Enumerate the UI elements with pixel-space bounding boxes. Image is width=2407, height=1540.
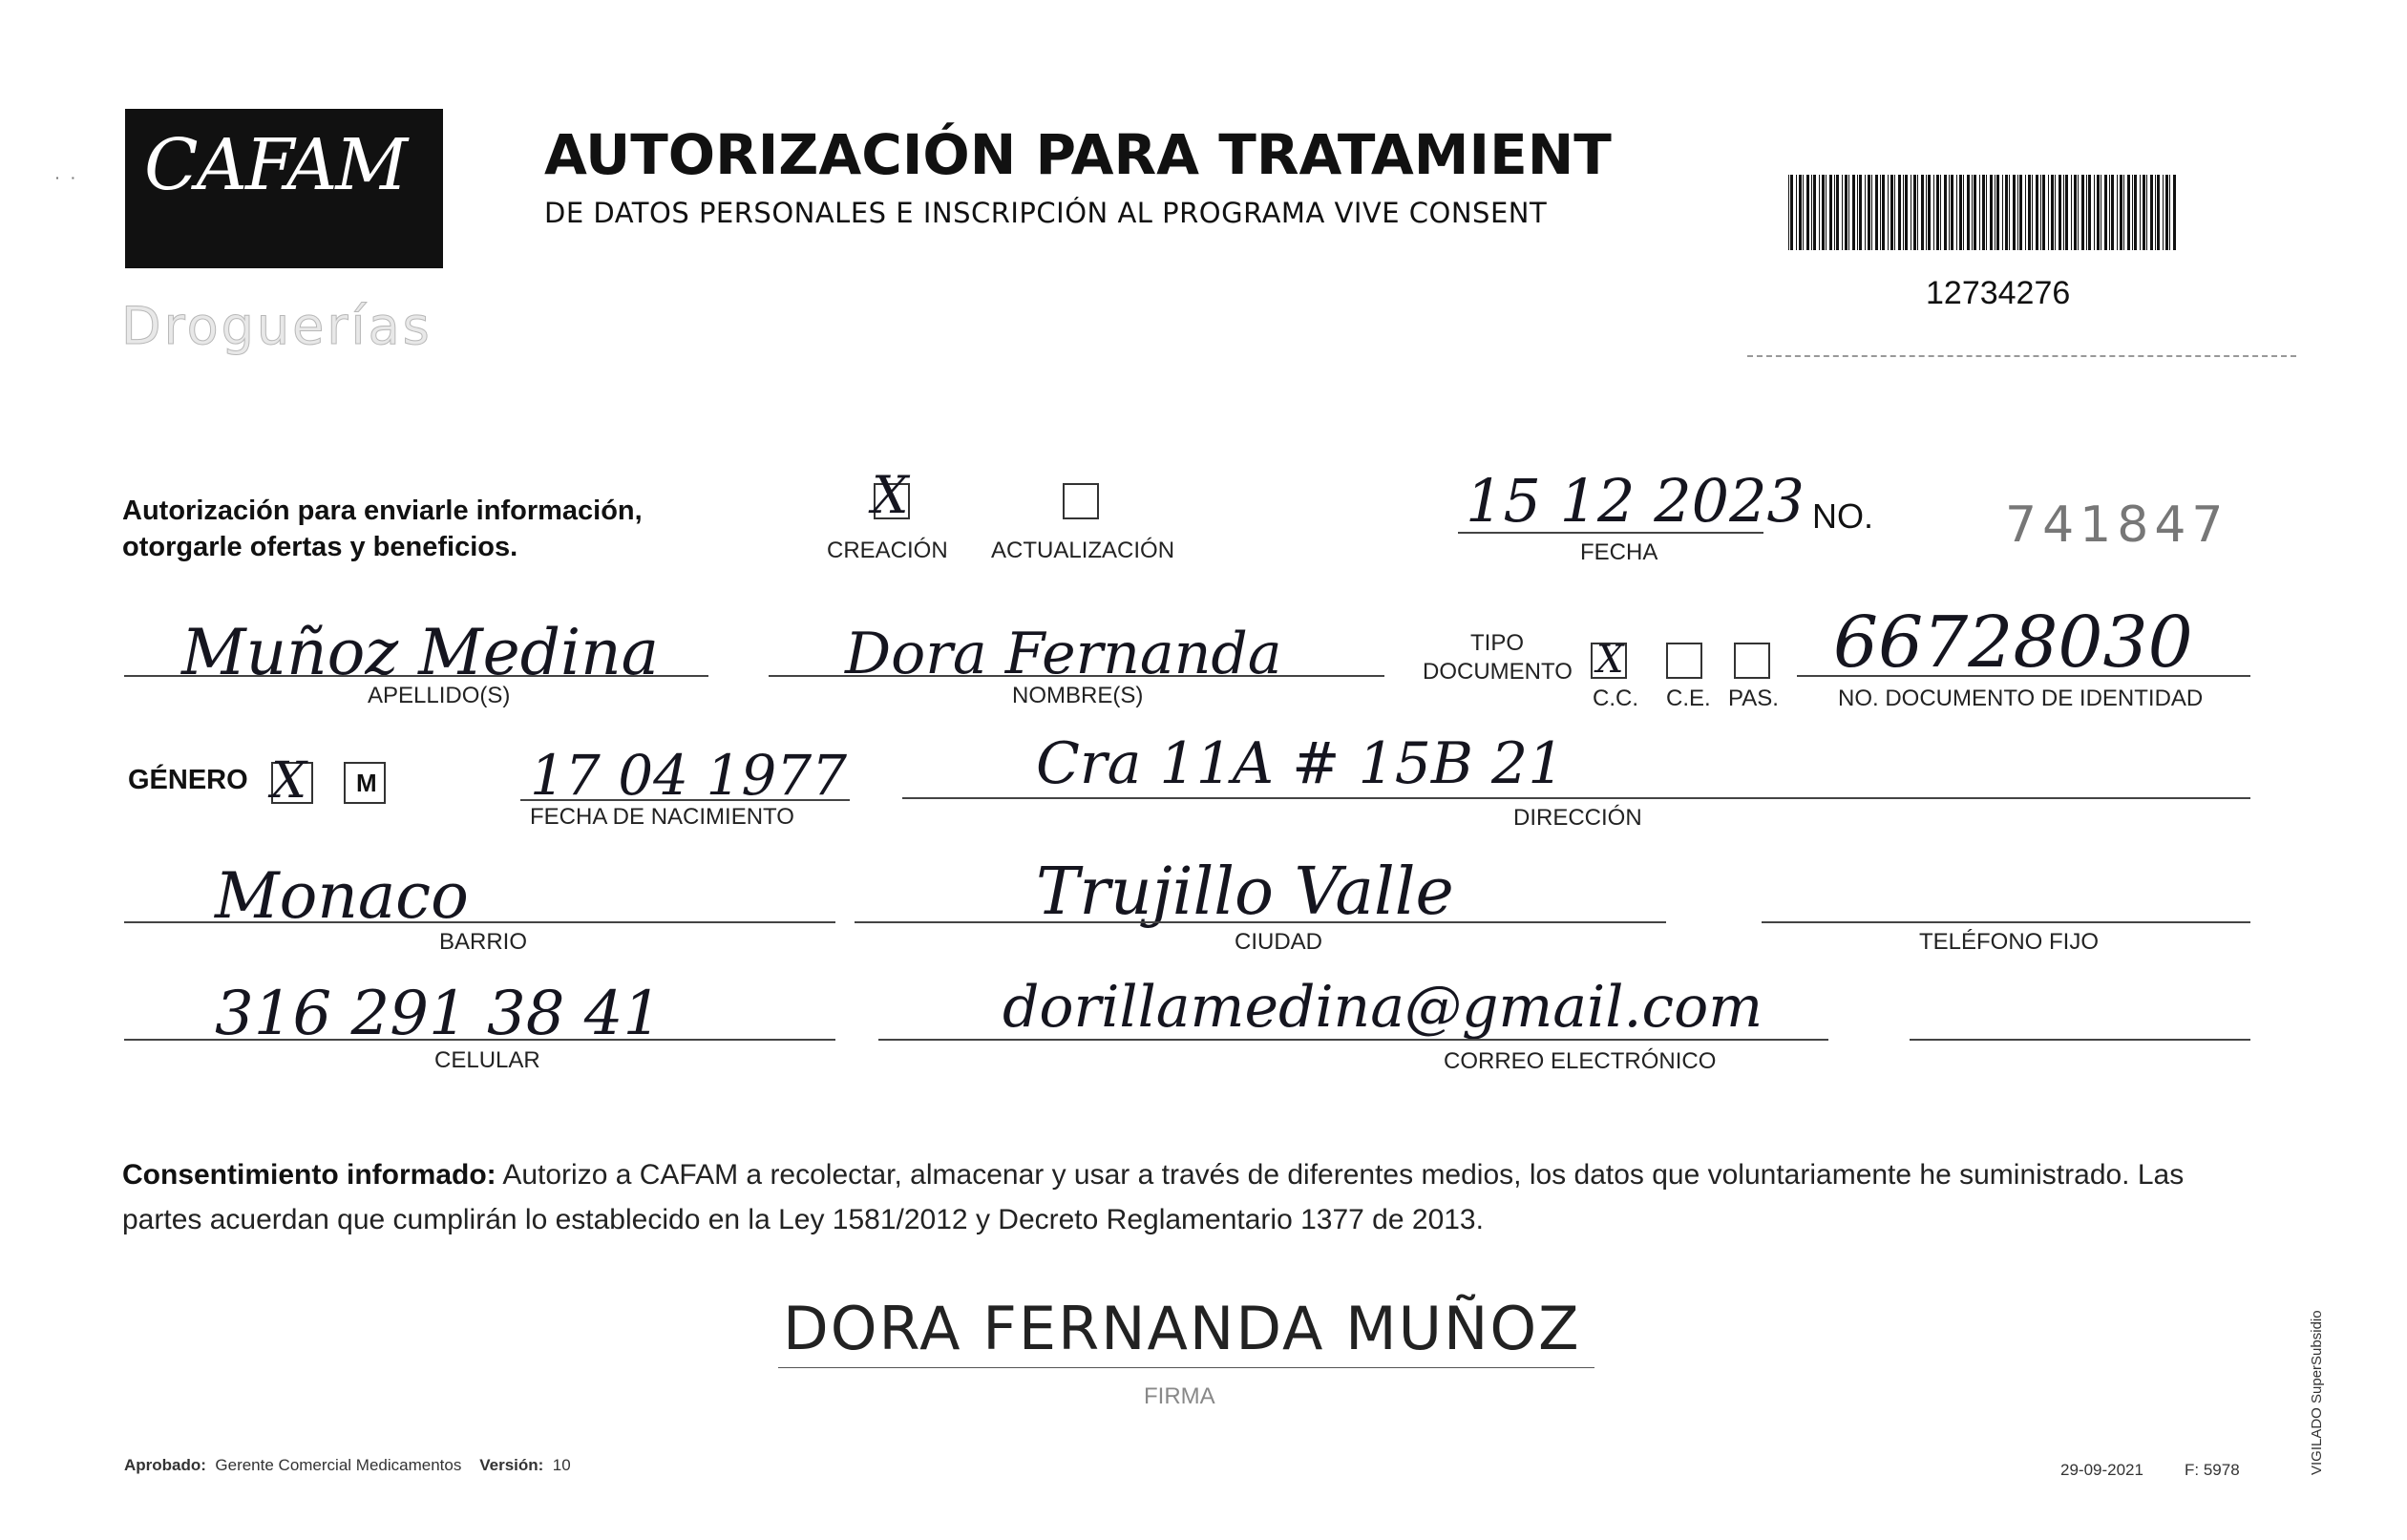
barcode-bar	[1799, 175, 1802, 250]
barcode-bar	[2094, 175, 2095, 250]
barcode-bar	[1813, 175, 1816, 250]
gender-label: GÉNERO	[128, 765, 248, 795]
barcode-bar	[1871, 175, 1872, 250]
names-line	[769, 675, 1384, 677]
barcode-bar	[2036, 175, 2038, 250]
doc-type-label-1: TIPO	[1470, 630, 1525, 656]
barcode-bar	[2059, 175, 2061, 250]
barcode-bar	[1822, 175, 1825, 250]
address-value[interactable]: Cra 11A # 15B 21	[1036, 730, 1565, 797]
footer-date: 29-09-2021	[2060, 1461, 2143, 1479]
barcode-bar	[1803, 175, 1804, 250]
barcode-bar	[1956, 175, 1957, 250]
barcode-bar	[1949, 175, 1950, 250]
barcode-bar	[2071, 175, 2072, 250]
barcode-bar	[2040, 175, 2041, 250]
barcode-bar	[1926, 175, 1927, 250]
barcode-bar	[1903, 175, 1904, 250]
names-value[interactable]: Dora Fernanda	[845, 621, 1282, 687]
barcode-bar	[2143, 175, 2145, 250]
approved-value: Gerente Comercial Medicamentos	[215, 1456, 462, 1474]
barcode-bar	[2132, 175, 2133, 250]
barcode-bar	[2088, 175, 2091, 250]
barcode-bar	[2163, 175, 2164, 250]
surnames-line	[124, 675, 708, 677]
barcode-bar	[1852, 175, 1855, 250]
barcode-bar	[1979, 175, 1980, 250]
city-label: CIUDAD	[1235, 929, 1323, 955]
barcode-bar	[2005, 175, 2008, 250]
ce-label: C.E.	[1666, 686, 1711, 711]
barcode-bar	[1819, 175, 1820, 250]
barcode-bar	[1990, 175, 1993, 250]
barcode-bar	[2063, 175, 2064, 250]
barcode-bar	[1842, 175, 1843, 250]
barcode-bar	[1829, 175, 1832, 250]
barcode-bar	[1959, 175, 1962, 250]
email-line	[878, 1039, 1828, 1041]
gender-m-label: M	[356, 769, 377, 797]
barcode-bar	[2097, 175, 2100, 250]
barcode-bar	[1796, 175, 1797, 250]
barcode-bar	[2028, 175, 2031, 250]
pas-label: PAS.	[1728, 686, 1779, 711]
barcode-bar	[1913, 175, 1916, 250]
barcode-bar	[1933, 175, 1934, 250]
barcode-bar	[2117, 175, 2118, 250]
barcode-bar	[1811, 175, 1812, 250]
barcode-bar	[2042, 175, 2045, 250]
barcode-bar	[1882, 175, 1885, 250]
barcode-bar	[1982, 175, 1985, 250]
barcode-bar	[1996, 175, 1999, 250]
barcode-bar	[2051, 175, 2054, 250]
barcode-bar	[2173, 175, 2176, 250]
mobile-value[interactable]: 316 291 38 41	[215, 979, 663, 1049]
barcode-bar	[2086, 175, 2087, 250]
email-value[interactable]: dorillamedina@gmail.com	[1003, 974, 1763, 1041]
barcode-bar	[2009, 175, 2010, 250]
barcode-bar	[1921, 175, 1924, 250]
barcode-number: 12734276	[1926, 275, 2071, 311]
cc-check-mark: X	[1596, 638, 1624, 682]
barcode-bar	[1868, 175, 1870, 250]
city-line	[855, 921, 1666, 923]
birth-date-value[interactable]: 17 04 1977	[530, 743, 848, 808]
barcode-bar	[1928, 175, 1931, 250]
barcode-bar	[1963, 175, 1964, 250]
barcode-bar	[1845, 175, 1847, 250]
barcode-bar	[2120, 175, 2122, 250]
barcode-bar	[1806, 175, 1809, 250]
barcode-bar	[2104, 175, 2107, 250]
address-line	[902, 797, 2250, 799]
cafam-logo: CAFAM	[144, 124, 407, 206]
phone-line	[1762, 921, 2250, 923]
footer-approval	[124, 1456, 571, 1475]
barcode-bar	[1974, 175, 1976, 250]
barcode-bar	[1940, 175, 1941, 250]
barcode-bar	[2013, 175, 2016, 250]
address-label: DIRECCIÓN	[1513, 805, 1642, 831]
barcode-bar	[1788, 175, 1789, 250]
update-label: ACTUALIZACIÓN	[991, 538, 1175, 563]
barcode-bar	[1848, 175, 1849, 250]
barcode-bar	[2032, 175, 2033, 250]
signature-label: FIRMA	[1144, 1383, 1215, 1409]
barcode-bar	[1951, 175, 1953, 250]
signature: DORA FERNANDA MUÑOZ	[783, 1294, 1581, 1363]
city-value[interactable]: Trujillo Valle	[1036, 854, 1454, 930]
barcode-bar	[2065, 175, 2068, 250]
barcode-bar	[2002, 175, 2003, 250]
barcode-bar	[1898, 175, 1901, 250]
date-value[interactable]: 15 12 2023	[1466, 466, 1805, 536]
barcode-bar	[2127, 175, 2130, 250]
dashed-divider	[1747, 355, 2296, 357]
gender-f-mark: X	[271, 752, 307, 810]
names-label: NOMBRE(S)	[1012, 683, 1144, 708]
logo-subtitle: Droguerías	[121, 296, 433, 356]
barcode-bar	[2140, 175, 2141, 250]
form-title: AUTORIZACIÓN PARA TRATAMIENT	[544, 122, 1612, 187]
barcode-bar	[1859, 175, 1862, 250]
update-checkbox[interactable]	[1063, 483, 1099, 519]
vigilado-side-text: VIGILADO SuperSubsidio	[2309, 1310, 2325, 1475]
doc-number-value[interactable]: 66728030	[1833, 601, 2193, 684]
barcode-bar	[2017, 175, 2018, 250]
intro-text	[122, 493, 643, 565]
mobile-label: CELULAR	[434, 1047, 540, 1073]
barcode-bar	[2078, 175, 2079, 250]
barcode-bar	[1905, 175, 1908, 250]
surnames-value[interactable]: Muñoz Medina	[181, 616, 659, 689]
barcode-bar	[2146, 175, 2147, 250]
signature-line	[778, 1367, 1594, 1368]
barcode-bar	[1944, 175, 1947, 250]
consent-body: Autorizo a CAFAM a recolectar, almacenar y usar a través de diferentes medios, los datos que voluntariamente he suministrado. Las partes acuerdan que cumplirán lo establecido en la Ley 1581/2012 y Decreto Reglamentario 1377 de 2013.	[122, 1159, 2185, 1235]
doc-number-label: NO. DOCUMENTO DE IDENTIDAD	[1838, 686, 2204, 711]
creation-label: CREACIÓN	[827, 538, 948, 563]
pas-checkbox[interactable]	[1734, 643, 1770, 679]
cc-label: C.C.	[1593, 686, 1638, 711]
consent-heading: Consentimiento informado:	[122, 1159, 496, 1191]
barcode-bar	[1834, 175, 1835, 250]
barcode-bar	[1986, 175, 1987, 250]
version-value: 10	[552, 1456, 571, 1474]
number-label: NO.	[1812, 496, 1874, 536]
barcode-bar	[1865, 175, 1866, 250]
date-label: FECHA	[1580, 539, 1658, 565]
scan-speck: ˙ ˙	[53, 174, 78, 197]
barcode-bar	[2055, 175, 2056, 250]
birth-date-line	[520, 799, 850, 801]
barcode-bar	[1836, 175, 1839, 250]
barcode-bar	[1917, 175, 1918, 250]
barcode-bar	[2048, 175, 2049, 250]
barcode-bar	[2025, 175, 2026, 250]
barcode-bar	[2123, 175, 2124, 250]
doc-number-line	[1797, 675, 2250, 677]
neighborhood-label: BARRIO	[439, 929, 528, 955]
barcode-bar	[1880, 175, 1881, 250]
mobile-line	[124, 1039, 835, 1041]
date-line	[1458, 532, 1763, 534]
barcode-bar	[2111, 175, 2114, 250]
birth-date-label: FECHA DE NACIMIENTO	[530, 804, 794, 830]
form-subtitle: DE DATOS PERSONALES E INSCRIPCIÓN AL PROGRAMA VIVE CONSENT	[544, 197, 1548, 229]
barcode-bar	[2134, 175, 2137, 250]
surnames-label: APELLIDO(S)	[368, 683, 511, 708]
barcode	[1788, 175, 2180, 250]
barcode-bar	[2169, 175, 2170, 250]
barcode-bar	[1890, 175, 1893, 250]
neighborhood-value[interactable]: Monaco	[215, 859, 469, 933]
barcode-bar	[2081, 175, 2084, 250]
extra-line	[1910, 1039, 2250, 1041]
barcode-bar	[2019, 175, 2022, 250]
barcode-bar	[2150, 175, 2153, 250]
barcode-bar	[2109, 175, 2110, 250]
neighborhood-line	[124, 921, 835, 923]
doc-type-label-2: DOCUMENTO	[1423, 659, 1573, 685]
barcode-bar	[1936, 175, 1939, 250]
intro-line-1: Autorización para enviarle información,	[122, 496, 643, 526]
barcode-bar	[1790, 175, 1793, 250]
barcode-bar	[1888, 175, 1889, 250]
form-number: 741847	[2005, 496, 2229, 554]
approved-label: Aprobado:	[124, 1456, 206, 1474]
ce-checkbox[interactable]	[1666, 643, 1702, 679]
footer-code: F: 5978	[2185, 1461, 2240, 1479]
barcode-bar	[1972, 175, 1973, 250]
consent-text	[122, 1152, 2251, 1242]
barcode-bar	[1857, 175, 1858, 250]
barcode-bar	[2157, 175, 2160, 250]
barcode-bar	[1894, 175, 1895, 250]
barcode-bar	[1875, 175, 1878, 250]
intro-line-2: otorgarle ofertas y beneficios.	[122, 532, 518, 562]
creation-check-mark: X	[872, 465, 909, 525]
phone-label: TELÉFONO FIJO	[1919, 929, 2100, 955]
barcode-bar	[1967, 175, 1970, 250]
barcode-bar	[2155, 175, 2156, 250]
barcode-bar	[2165, 175, 2168, 250]
version-label: Versión:	[479, 1456, 544, 1474]
email-label: CORREO ELECTRÓNICO	[1444, 1048, 1717, 1074]
barcode-bar	[2074, 175, 2077, 250]
